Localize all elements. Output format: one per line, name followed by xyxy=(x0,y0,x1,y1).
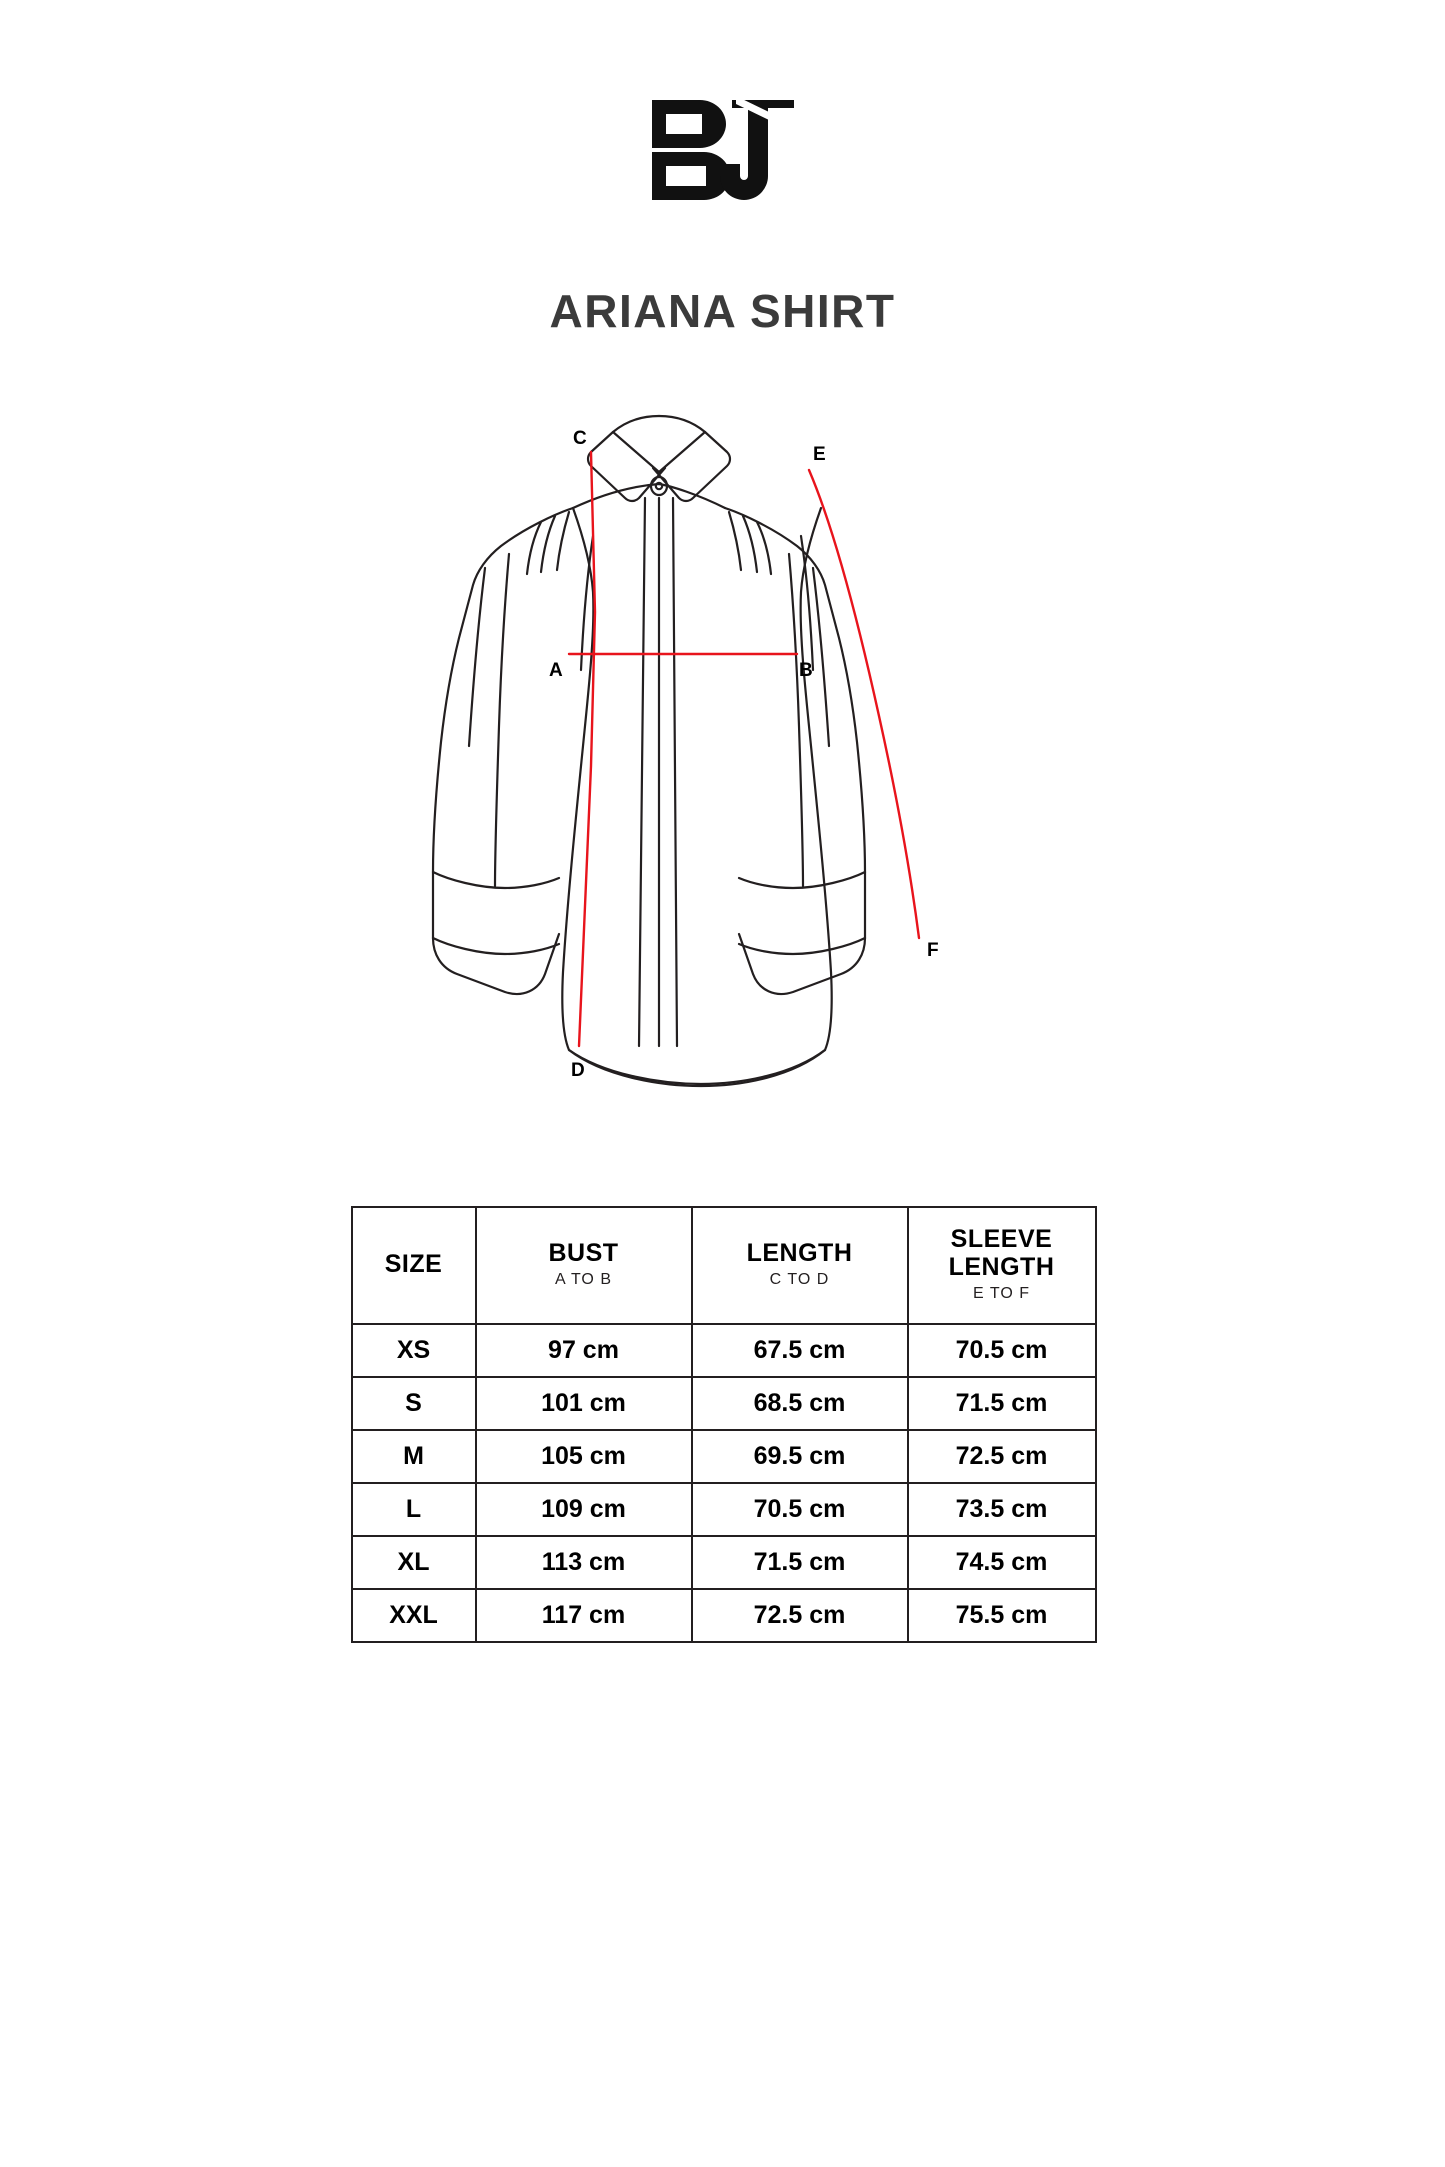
cell-size: L xyxy=(352,1483,476,1536)
shirt-diagram-svg xyxy=(273,386,1173,1146)
bj-logo-icon xyxy=(648,96,798,204)
column-header-size xyxy=(352,1207,476,1324)
cell-bust: 101 cm xyxy=(476,1377,692,1430)
cell-size: XXL xyxy=(352,1589,476,1642)
table-row xyxy=(352,1589,1096,1642)
size-table-wrapper xyxy=(351,1206,1095,1643)
cell-sleeve: 74.5 cm xyxy=(908,1536,1096,1589)
garment-technical-drawing xyxy=(273,386,1173,1146)
cell-bust: 97 cm xyxy=(476,1324,692,1377)
cell-bust: 113 cm xyxy=(476,1536,692,1589)
cell-sleeve: 70.5 cm xyxy=(908,1324,1096,1377)
cell-length: 68.5 cm xyxy=(692,1377,908,1430)
marker-label-a: A xyxy=(548,660,563,681)
marker-label-d: D xyxy=(570,1060,585,1081)
column-header-bust-sublabel: A TO B xyxy=(555,1271,612,1289)
cell-size: XS xyxy=(352,1324,476,1377)
table-row xyxy=(352,1536,1096,1589)
cell-bust: 117 cm xyxy=(476,1589,692,1642)
cell-length: 71.5 cm xyxy=(692,1536,908,1589)
table-row xyxy=(352,1377,1096,1430)
size-chart-table xyxy=(351,1206,1097,1643)
cell-size: M xyxy=(352,1430,476,1483)
page-title: ARIANA SHIRT xyxy=(549,285,896,337)
column-header-sleeve-sublabel: E TO F xyxy=(973,1285,1030,1302)
cell-bust: 109 cm xyxy=(476,1483,692,1536)
table-header xyxy=(352,1207,1096,1324)
cell-length: 70.5 cm xyxy=(692,1483,908,1536)
cell-sleeve: 72.5 cm xyxy=(908,1430,1096,1483)
column-header-bust xyxy=(476,1207,692,1324)
table-header-row xyxy=(352,1207,1096,1324)
column-header-length-sublabel: C TO D xyxy=(769,1271,830,1289)
marker-label-e: E xyxy=(812,444,826,465)
column-header-length-label: LENGTH xyxy=(746,1238,853,1267)
cell-length: 67.5 cm xyxy=(692,1324,908,1377)
marker-label-c: C xyxy=(572,428,587,449)
column-header-sleeve xyxy=(908,1207,1096,1324)
table-row xyxy=(352,1324,1096,1377)
cell-sleeve: 71.5 cm xyxy=(908,1377,1096,1430)
brand-logo xyxy=(648,96,798,204)
table-row xyxy=(352,1483,1096,1536)
marker-label-f: F xyxy=(926,940,939,961)
cell-size: S xyxy=(352,1377,476,1430)
cell-length: 69.5 cm xyxy=(692,1430,908,1483)
column-header-bust-label: BUST xyxy=(548,1238,619,1267)
column-header-length xyxy=(692,1207,908,1324)
cell-length: 72.5 cm xyxy=(692,1589,908,1642)
cell-bust: 105 cm xyxy=(476,1430,692,1483)
table-body xyxy=(352,1324,1096,1642)
marker-label-b: B xyxy=(798,660,813,681)
cell-sleeve: 73.5 cm xyxy=(908,1483,1096,1536)
column-header-size-label: SIZE xyxy=(384,1249,443,1278)
cell-size: XL xyxy=(352,1536,476,1589)
column-header-sleeve-label: SLEEVE LENGTH xyxy=(948,1225,1055,1281)
table-row xyxy=(352,1430,1096,1483)
cell-sleeve: 75.5 cm xyxy=(908,1589,1096,1642)
